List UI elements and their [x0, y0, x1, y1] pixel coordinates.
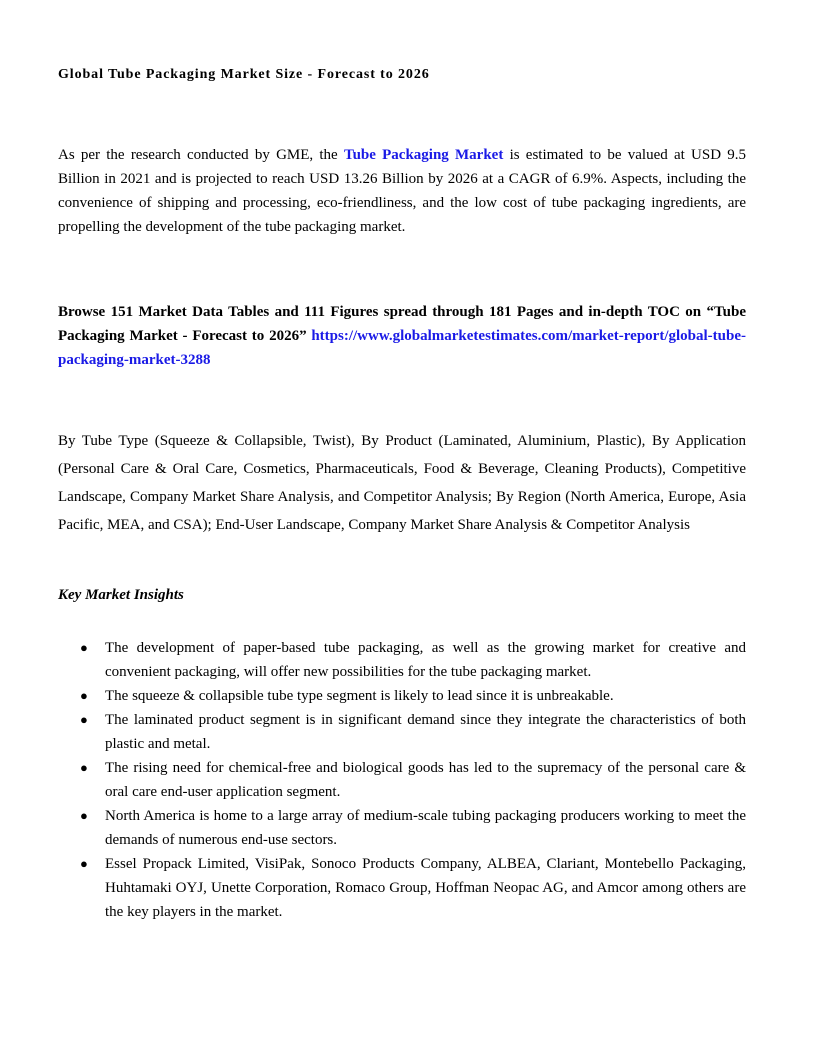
insights-list	[58, 636, 746, 924]
browse-text: Browse 151 Market Data Tables and 111 Figures spread through 181 Pages and in-depth TOC on “Tube Packaging Market - Forecast to 2026”	[58, 304, 746, 344]
bullet-icon: ●	[80, 808, 88, 823]
intro-text-after: is estimated to be valued at USD 9.5 Billion in 2021 and is projected to reach USD 13.26 Billion by 2026 at a CAGR of 6.9%. Aspects, including the convenience of shipping and processing, eco-friendliness, and the low cost of tube packaging ingredients, are propelling the development of the tube packaging market.	[58, 147, 746, 235]
bullet-icon: ●	[80, 760, 88, 775]
tube-packaging-market-link[interactable]: Tube Packaging Market	[343, 147, 504, 163]
list-item	[58, 804, 746, 852]
list-item-text: The rising need for chemical-free and biological goods has led to the supremacy of the personal care & oral care end-user application segment.	[105, 760, 746, 800]
bullet-icon: ●	[80, 688, 88, 703]
list-item	[58, 852, 746, 924]
list-item	[58, 708, 746, 756]
intro-paragraph	[58, 143, 746, 239]
list-item	[58, 684, 746, 708]
list-item-text: The development of paper-based tube packaging, as well as the growing market for creative and convenient packaging, will offer new possibilities for the tube packaging market.	[105, 640, 746, 680]
page-title: Global Tube Packaging Market Size - Forecast to 2026	[58, 67, 430, 82]
browse-paragraph	[58, 300, 746, 372]
list-item	[58, 636, 746, 684]
intro-text-before: As per the research conducted by GME, the	[58, 147, 344, 163]
list-item-text: North America is home to a large array of medium-scale tubing packaging producers working to meet the demands of numerous end-use sectors.	[105, 808, 746, 848]
report-url-link[interactable]: https://www.globalmarketestimates.com/market-report/global-tube-packaging-market-3288	[58, 328, 746, 368]
list-item	[58, 756, 746, 804]
bullet-icon: ●	[80, 640, 88, 655]
bullet-icon: ●	[80, 856, 88, 871]
list-item-text: Essel Propack Limited, VisiPak, Sonoco Products Company, ALBEA, Clariant, Montebello Packaging, Huhtamaki OYJ, Unette Corporation, Romaco Group, Hoffman Neopac AG, and Amcor among others are the key players in the market.	[105, 856, 746, 920]
list-item-text: The laminated product segment is in significant demand since they integrate the characteristics of both plastic and metal.	[105, 712, 746, 752]
list-item-text: The squeeze & collapsible tube type segment is likely to lead since it is unbreakable.	[105, 688, 614, 704]
key-market-insights-heading: Key Market Insights	[58, 587, 184, 603]
bullet-icon: ●	[80, 712, 88, 727]
segmentation-paragraph: By Tube Type (Squeeze & Collapsible, Twist), By Product (Laminated, Aluminium, Plastic), By Application (Personal Care & Oral Care, Cosmetics, Pharmaceuticals, Food & Beverage, Cleaning Products), Competitive Landscape, Company Market Share Analysis, and Competitor Analysis; By Region (North America, Europe, Asia Pacific, MEA, and CSA); End-User Landscape, Company Market Share Analysis & Competitor Analysis	[58, 433, 746, 533]
